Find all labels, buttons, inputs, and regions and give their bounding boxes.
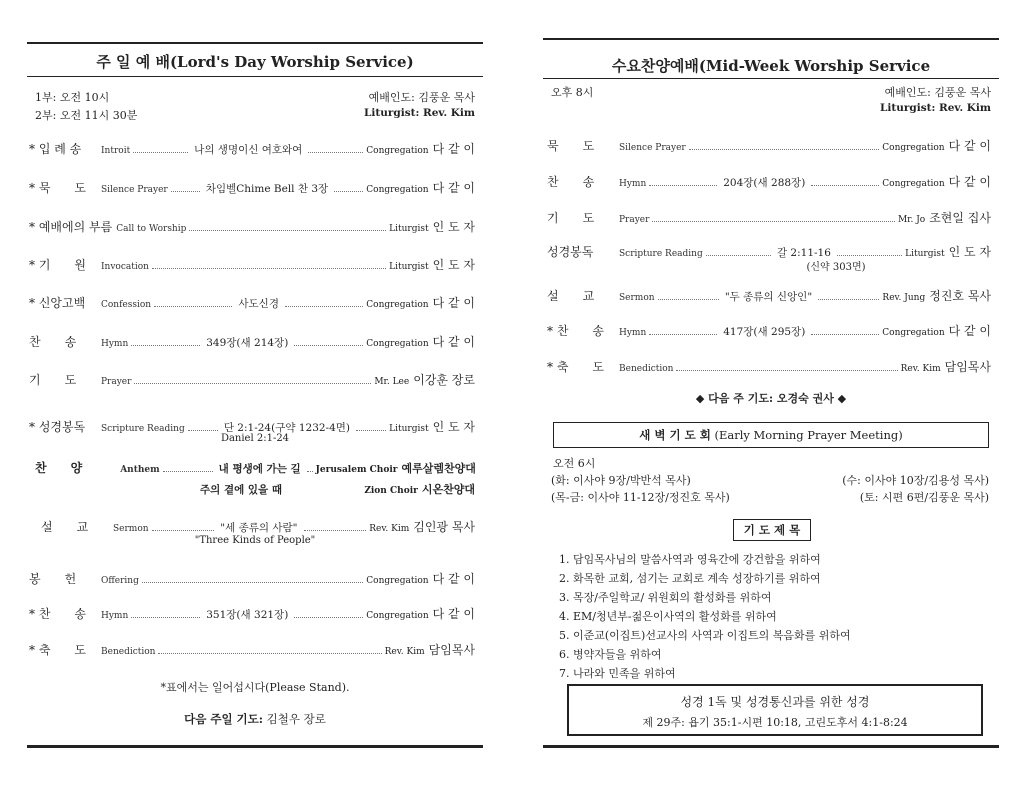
program-item-label: * 성경봉독 xyxy=(29,420,86,434)
program-item-label: 찬 송 xyxy=(547,175,595,189)
dots xyxy=(285,306,363,307)
sunday-service-panel xyxy=(27,0,483,791)
dawn-title-ko: 새 벽 기 도 회 xyxy=(639,428,711,442)
title-rule xyxy=(27,76,483,77)
dawn-tue: (화: 이사야 9장/박반석 목사) xyxy=(551,474,691,487)
dots xyxy=(689,149,880,150)
program-role-en: Congregation xyxy=(366,611,429,621)
program-row xyxy=(29,641,475,658)
dots xyxy=(649,334,717,335)
program-item-en: Invocation xyxy=(101,262,149,272)
worship-leader-en: Liturgist: Rev. Kim xyxy=(364,107,475,119)
dots xyxy=(649,185,717,186)
program-role-ko: 다 같 이 xyxy=(432,335,476,349)
program-role-en: Congregation xyxy=(366,185,429,195)
next-sunday-prayer xyxy=(27,711,483,727)
program-item-detail: 사도신경 xyxy=(238,298,279,310)
program-role-ko: 담임목사 xyxy=(944,360,991,374)
dots xyxy=(652,221,895,222)
dots xyxy=(308,152,363,153)
program-row xyxy=(41,518,475,535)
scripture-sub: (신약 303면) xyxy=(806,262,866,273)
bible-box-week: 제 29주: 욥기 35:1-시편 10:18, 고린도후서 4:1-8:24 xyxy=(642,716,908,729)
program-role-ko: 인 도 자 xyxy=(948,245,992,259)
top-rule xyxy=(543,38,999,40)
dots xyxy=(152,530,215,531)
service-time-1: 1부: 오전 10시 xyxy=(35,91,110,104)
program-role-ko: 조현일 집사 xyxy=(929,211,991,225)
program-item-en: Hymn xyxy=(619,328,647,338)
dots xyxy=(811,185,879,186)
program-item-label: * 찬 송 xyxy=(547,324,604,338)
program-role-en: Liturgist xyxy=(389,424,429,434)
dots xyxy=(818,299,879,300)
prayer-topic-item: 5. 이준교(이집트)선교사의 사역과 이집트의 복음화를 위하여 xyxy=(559,629,851,642)
program-row xyxy=(29,371,475,388)
program-item-label: 기 도 xyxy=(29,373,77,387)
program-role-ko: 다 같 이 xyxy=(432,181,475,195)
dots xyxy=(356,430,386,431)
program-item-detail: 단 2:1-24(구약 1232-4면) xyxy=(223,422,351,434)
program-role-en: Mr. Lee xyxy=(374,377,410,387)
prayer-topic-item: 3. 목장/주일학교/ 위원회의 활성화를 위하여 xyxy=(559,591,772,604)
anthem-row-1 xyxy=(35,459,475,476)
program-item-label: 성경봉독 xyxy=(547,245,594,259)
midweek-service-title: 수요찬양예배(Mid-Week Worship Service xyxy=(611,57,931,75)
anthem-choir-2-en: Zion Choir xyxy=(364,486,418,496)
dots xyxy=(189,230,386,231)
anthem-choir-1-ko: 예루살렘찬양대 xyxy=(401,462,476,475)
program-row xyxy=(547,322,991,339)
program-item-en: Sermon xyxy=(113,524,149,534)
dots xyxy=(188,430,218,431)
program-role-en: Rev. Jung xyxy=(882,293,926,303)
worship-leader-ko: 예배인도: 김풍운 목사 xyxy=(884,86,991,99)
dawn-time: 오전 6시 xyxy=(553,457,596,470)
sunday-service-title: 주 일 예 배(Lord's Day Worship Service) xyxy=(96,53,414,71)
sermon-sub: "Three Kinds of People" xyxy=(194,535,316,546)
program-item-en: Benediction xyxy=(619,364,674,374)
dots xyxy=(811,334,879,335)
dots xyxy=(163,471,213,472)
anthem-row-2 xyxy=(197,481,475,497)
stand-note: *표에서는 일어섭시다(Please Stand). xyxy=(160,681,350,694)
program-item-en: Prayer xyxy=(619,215,650,225)
program-role-ko: 인 도 자 xyxy=(432,420,475,434)
program-role-ko: 이강훈 장로 xyxy=(413,373,475,387)
program-role-en: Rev. Kim xyxy=(384,647,425,657)
bible-box-title: 성경 1독 및 성경통신과를 위한 성경 xyxy=(680,695,870,709)
program-item-label: * 축 도 xyxy=(29,643,86,657)
dots xyxy=(131,617,200,618)
prayer-topic-item: 7. 나라와 민족을 위하여 xyxy=(559,667,676,680)
program-role-en: Congregation xyxy=(366,146,429,156)
program-item-label: 봉 헌 xyxy=(29,572,77,586)
prayer-topic-item: 1. 담임목사님의 말씀사역과 영육간에 강건함을 위하여 xyxy=(559,553,821,566)
program-item-label: * 입 례 송 xyxy=(29,142,82,156)
program-role-en: Congregation xyxy=(882,179,945,189)
program-item-en: Confession xyxy=(101,300,152,310)
program-row xyxy=(29,570,475,587)
dots xyxy=(837,255,902,256)
program-role-en: Congregation xyxy=(366,300,429,310)
dots xyxy=(304,530,367,531)
program-role-ko: 다 같 이 xyxy=(432,607,476,621)
program-row xyxy=(547,287,991,304)
program-item-en: Benediction xyxy=(101,647,156,657)
bible-reading-box xyxy=(567,684,983,736)
dots xyxy=(154,306,232,307)
program-role-en: Congregation xyxy=(882,143,945,153)
program-item-label: * 축 도 xyxy=(547,360,604,374)
program-row xyxy=(547,173,991,190)
bottom-rule xyxy=(543,745,999,748)
dawn-prayer-box xyxy=(553,422,989,448)
program-item-en: Scripture Reading xyxy=(101,424,185,434)
program-role-ko: 다 같 이 xyxy=(432,296,475,310)
dots xyxy=(134,383,371,384)
dots xyxy=(658,299,719,300)
program-item-en: Scripture Reading xyxy=(619,249,703,259)
prayer-topics-title: 기 도 제 목 xyxy=(733,519,811,541)
program-item-en: Silence Prayer xyxy=(101,185,168,195)
program-item-en: Hymn xyxy=(101,339,129,349)
program-item-label: * 기 원 xyxy=(29,258,86,272)
program-role-en: Rev. Kim xyxy=(369,524,410,534)
program-item-label: 묵 도 xyxy=(547,139,595,153)
midweek-time: 오후 8시 xyxy=(551,86,594,99)
program-item-en: Introit xyxy=(101,146,131,156)
dots xyxy=(171,191,200,192)
program-item-en: Sermon xyxy=(619,293,655,303)
program-item-detail: 349장(새 214장) xyxy=(206,337,289,349)
program-row xyxy=(29,256,475,273)
program-row xyxy=(29,294,475,311)
dawn-thufri: (목-금: 이사야 11-12장/정진호 목사) xyxy=(551,491,730,504)
program-role-en: Congregation xyxy=(366,339,429,349)
program-item-detail: 나의 생명이신 여호와여 xyxy=(194,144,303,156)
program-item-detail: 417장(새 295장) xyxy=(723,326,806,338)
top-rule xyxy=(27,42,483,44)
program-item-detail: 갈 2:11-16 xyxy=(776,247,831,259)
program-item-detail: 351장(새 321장) xyxy=(206,609,289,621)
dots xyxy=(131,345,200,346)
program-item-detail: "세 종류의 사람" xyxy=(220,522,298,534)
program-role-ko: 다 같 이 xyxy=(948,139,991,153)
bottom-rule xyxy=(27,745,483,748)
program-role-ko: 다 같 이 xyxy=(432,142,475,156)
program-row xyxy=(29,140,475,157)
anthem-en: Anthem xyxy=(120,465,160,475)
program-row xyxy=(29,605,475,622)
worship-leader-en: Liturgist: Rev. Kim xyxy=(880,102,991,114)
program-item-label: 설 교 xyxy=(41,520,89,534)
next-sunday-prayer-label: 다음 주일 기도: xyxy=(184,712,264,726)
program-row xyxy=(547,137,991,154)
next-week-prayer: ◆ 다음 주 기도: 오경숙 권사 ◆ xyxy=(695,392,847,405)
program-role-ko: 다 같 이 xyxy=(432,572,475,586)
dots xyxy=(676,370,897,371)
program-role-en: Mr. Jo xyxy=(897,215,926,225)
program-role-en: Liturgist xyxy=(389,262,429,272)
program-role-ko: 다 같 이 xyxy=(948,175,992,189)
program-item-en: Hymn xyxy=(619,179,647,189)
program-role-en: Congregation xyxy=(882,328,945,338)
program-item-en: Silence Prayer xyxy=(619,143,686,153)
dawn-title-en: (Early Morning Prayer Meeting) xyxy=(714,428,903,442)
program-item-label: * 예배에의 부름 xyxy=(29,220,113,234)
program-row xyxy=(547,209,991,226)
midweek-service-panel xyxy=(543,0,999,791)
program-role-ko: 다 같 이 xyxy=(948,324,992,338)
dots xyxy=(142,582,363,583)
anthem-label: 찬 양 xyxy=(35,461,83,475)
program-item-detail: 204장(새 288장) xyxy=(723,177,806,189)
program-item-label: * 찬 송 xyxy=(29,607,86,621)
program-role-en: Liturgist xyxy=(905,249,945,259)
program-role-ko: 정진호 목사 xyxy=(929,289,992,303)
dots xyxy=(294,345,363,346)
program-row xyxy=(29,333,475,350)
anthem-song-1: 내 평생에 가는 길 xyxy=(218,463,301,475)
anthem-song-2: 주의 곁에 있을 때 xyxy=(200,484,282,496)
dots xyxy=(334,191,363,192)
program-role-en: Liturgist xyxy=(389,224,429,234)
dots xyxy=(706,255,771,256)
anthem-choir-2-ko: 시온찬양대 xyxy=(421,483,475,496)
program-role-en: Congregation xyxy=(366,576,429,586)
program-item-en: Offering xyxy=(101,576,139,586)
next-sunday-prayer-name: 김철우 장로 xyxy=(266,712,326,726)
program-item-label: * 신앙고백 xyxy=(29,296,86,310)
scripture-sub: Daniel 2:1-24 xyxy=(220,433,290,444)
program-item-label: 기 도 xyxy=(547,211,595,225)
program-row xyxy=(29,218,475,235)
title-rule xyxy=(543,78,999,79)
prayer-topic-item: 6. 병약자들을 위하여 xyxy=(559,648,662,661)
program-role-ko: 인 도 자 xyxy=(432,258,475,272)
program-item-label: 설 교 xyxy=(547,289,595,303)
program-row xyxy=(547,358,991,375)
program-role-ko: 담임목사 xyxy=(428,643,475,657)
program-item-label: 찬 송 xyxy=(29,335,77,349)
worship-leader-ko: 예배인도: 김풍운 목사 xyxy=(368,91,475,104)
anthem-choir-1-en: Jerusalem Choir xyxy=(315,465,398,475)
dots xyxy=(307,471,313,472)
service-time-2: 2부: 오전 11시 30분 xyxy=(35,109,138,122)
prayer-topic-item: 2. 화목한 교회, 섬기는 교회로 계속 성장하기를 위하여 xyxy=(559,572,821,585)
dots xyxy=(152,268,386,269)
program-role-ko: 인 도 자 xyxy=(432,220,475,234)
prayer-topic-item: 4. EM/청년부-젊은이사역의 활성화를 위하여 xyxy=(559,610,777,623)
program-item-detail: 차임벨Chime Bell 찬 3장 xyxy=(205,183,329,195)
program-item-en: Hymn xyxy=(101,611,129,621)
program-item-en: Call to Worship xyxy=(116,224,187,234)
dots xyxy=(158,653,381,654)
program-item-label: * 묵 도 xyxy=(29,181,86,195)
program-item-en: Prayer xyxy=(101,377,132,387)
dots xyxy=(294,617,363,618)
dawn-wed: (수: 이사야 10장/김용성 목사) xyxy=(842,474,989,487)
program-item-detail: "두 종류의 신앙인" xyxy=(724,291,813,303)
program-role-ko: 김인광 목사 xyxy=(413,520,476,534)
program-role-en: Rev. Kim xyxy=(900,364,941,374)
dawn-sat: (토: 시편 6편/김풍운 목사) xyxy=(859,491,989,504)
program-row xyxy=(29,179,475,196)
dots xyxy=(133,152,188,153)
